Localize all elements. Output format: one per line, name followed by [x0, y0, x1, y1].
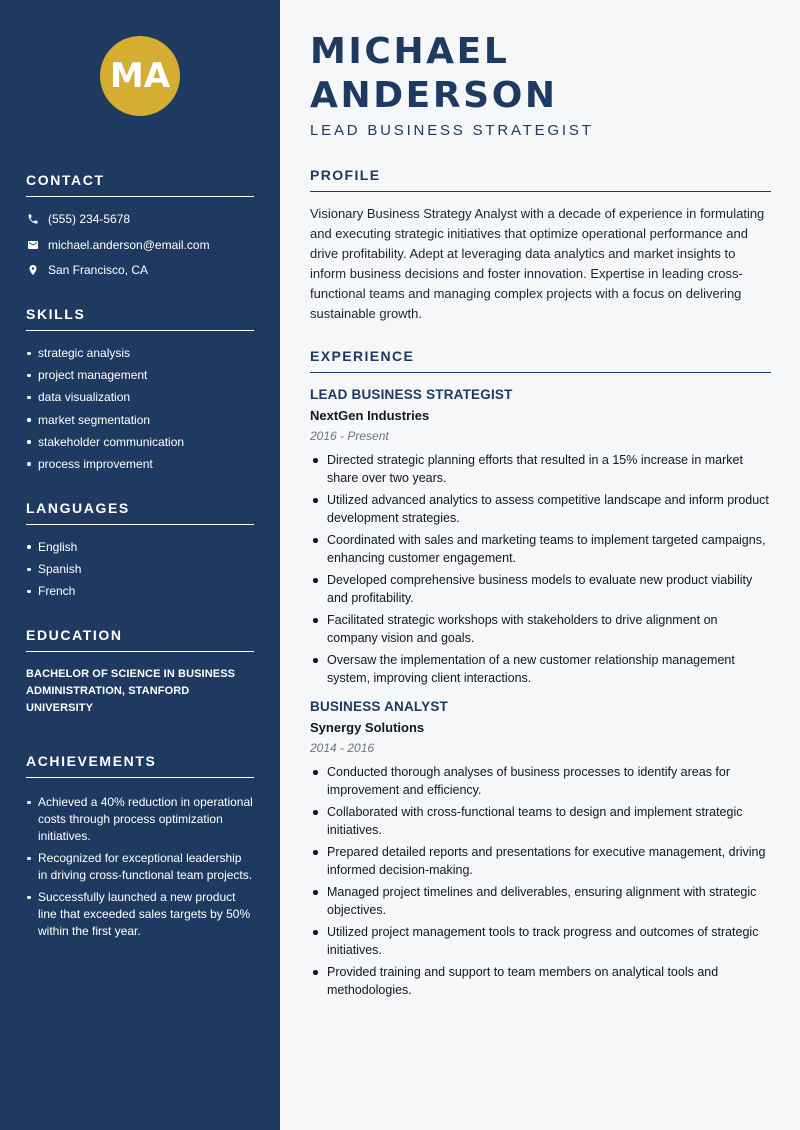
language-item: French [26, 583, 254, 599]
achievements-list [26, 794, 254, 940]
candidate-role: LEAD BUSINESS STRATEGIST [310, 122, 594, 139]
sidebar [0, 0, 280, 1130]
location-text: San Francisco, CA [48, 263, 149, 277]
job-bullet: Provided training and support to team members on analytical tools and methodologies. [310, 963, 771, 999]
phone-icon [26, 212, 40, 226]
location-icon [26, 263, 40, 277]
contact-phone [26, 211, 254, 227]
job-bullet: Oversaw the implementation of a new customer relationship management system, improving client interactions. [310, 651, 771, 687]
skill-item: strategic analysis [26, 345, 254, 361]
job-bullet: Conducted thorough analyses of business processes to identify areas for improvement and efficiency. [310, 763, 771, 799]
main-content [280, 0, 800, 1130]
languages-heading: LANGUAGES [26, 500, 254, 525]
job-bullet: Directed strategic planning efforts that resulted in a 15% increase in market share over two years. [310, 451, 771, 487]
job-dates: 2014 - 2016 [310, 741, 375, 755]
email-icon [26, 238, 40, 252]
skill-item: project management [26, 367, 254, 383]
job-bullet: Prepared detailed reports and presentations for executive management, driving informed decision-making. [310, 843, 771, 879]
skill-item: data visualization [26, 389, 254, 405]
languages-list [26, 539, 254, 599]
achievement-item: Achieved a 40% reduction in operational costs through process optimization initiatives. [26, 794, 254, 845]
contact-section [26, 172, 254, 278]
avatar-initials: MA [109, 56, 171, 96]
contact-heading: CONTACT [26, 172, 254, 197]
skills-section [26, 306, 254, 472]
achievements-heading: ACHIEVEMENTS [26, 753, 254, 778]
education-heading: EDUCATION [26, 627, 254, 652]
experience-heading: EXPERIENCE [310, 348, 771, 373]
achievements-section [26, 753, 254, 940]
job-bullet: Utilized project management tools to track progress and outcomes of strategic initiatives. [310, 923, 771, 959]
skill-item: process improvement [26, 456, 254, 472]
job-bullet: Developed comprehensive business models to evaluate new product viability and profitability. [310, 571, 771, 607]
language-item: English [26, 539, 254, 555]
candidate-name: MICHAEL ANDERSON [310, 31, 558, 116]
achievement-item: Successfully launched a new product line that exceeded sales targets by 50% within the first year. [26, 889, 254, 940]
profile-text: Visionary Business Strategy Analyst with a decade of experience in formulating and executing strategic initiatives that optimize operational performance and drive profitability. Adept at leveraging data analytics and market insights to inform business decisions and foster innovation. Expertise in leading cross-functional teams and managing complex projects with a focus on delivering sustainable growth. [310, 206, 765, 321]
job-entry [310, 387, 771, 687]
job-title: BUSINESS ANALYST [310, 699, 448, 714]
experience-section [310, 348, 771, 999]
languages-section [26, 500, 254, 599]
job-bullet: Coordinated with sales and marketing teams to implement targeted campaigns, enhancing customer engagement. [310, 531, 771, 567]
education-section [26, 627, 254, 717]
job-entry [310, 699, 771, 999]
job-company: NextGen Industries [310, 408, 430, 423]
job-bullet: Collaborated with cross-functional teams to design and implement strategic initiatives. [310, 803, 771, 839]
phone-text: (555) 234-5678 [48, 212, 131, 226]
job-company: Synergy Solutions [310, 720, 425, 735]
email-text: michael.anderson@email.com [48, 237, 210, 252]
profile-heading: PROFILE [310, 167, 771, 192]
language-item: Spanish [26, 561, 254, 577]
job-bullet: Utilized advanced analytics to assess competitive landscape and inform product development strategies. [310, 491, 771, 527]
contact-location [26, 262, 254, 278]
skill-item: stakeholder communication [26, 434, 254, 450]
contact-email [26, 237, 254, 253]
skills-heading: SKILLS [26, 306, 254, 331]
skill-item: market segmentation [26, 412, 254, 428]
education-degree: BACHELOR OF SCIENCE IN BUSINESS ADMINISTRATION, STANFORD UNIVERSITY [26, 668, 236, 715]
profile-section [310, 167, 771, 324]
achievement-item: Recognized for exceptional leadership in driving cross-functional team projects. [26, 850, 254, 884]
job-dates: 2016 - Present [310, 429, 389, 443]
job-bullets [310, 451, 771, 687]
job-bullet: Facilitated strategic workshops with stakeholders to drive alignment on company vision and goals. [310, 611, 771, 647]
skills-list [26, 345, 254, 472]
job-title: LEAD BUSINESS STRATEGIST [310, 387, 513, 402]
avatar [100, 36, 180, 116]
job-bullet: Managed project timelines and deliverables, ensuring alignment with strategic objectives. [310, 883, 771, 919]
job-bullets [310, 763, 771, 999]
